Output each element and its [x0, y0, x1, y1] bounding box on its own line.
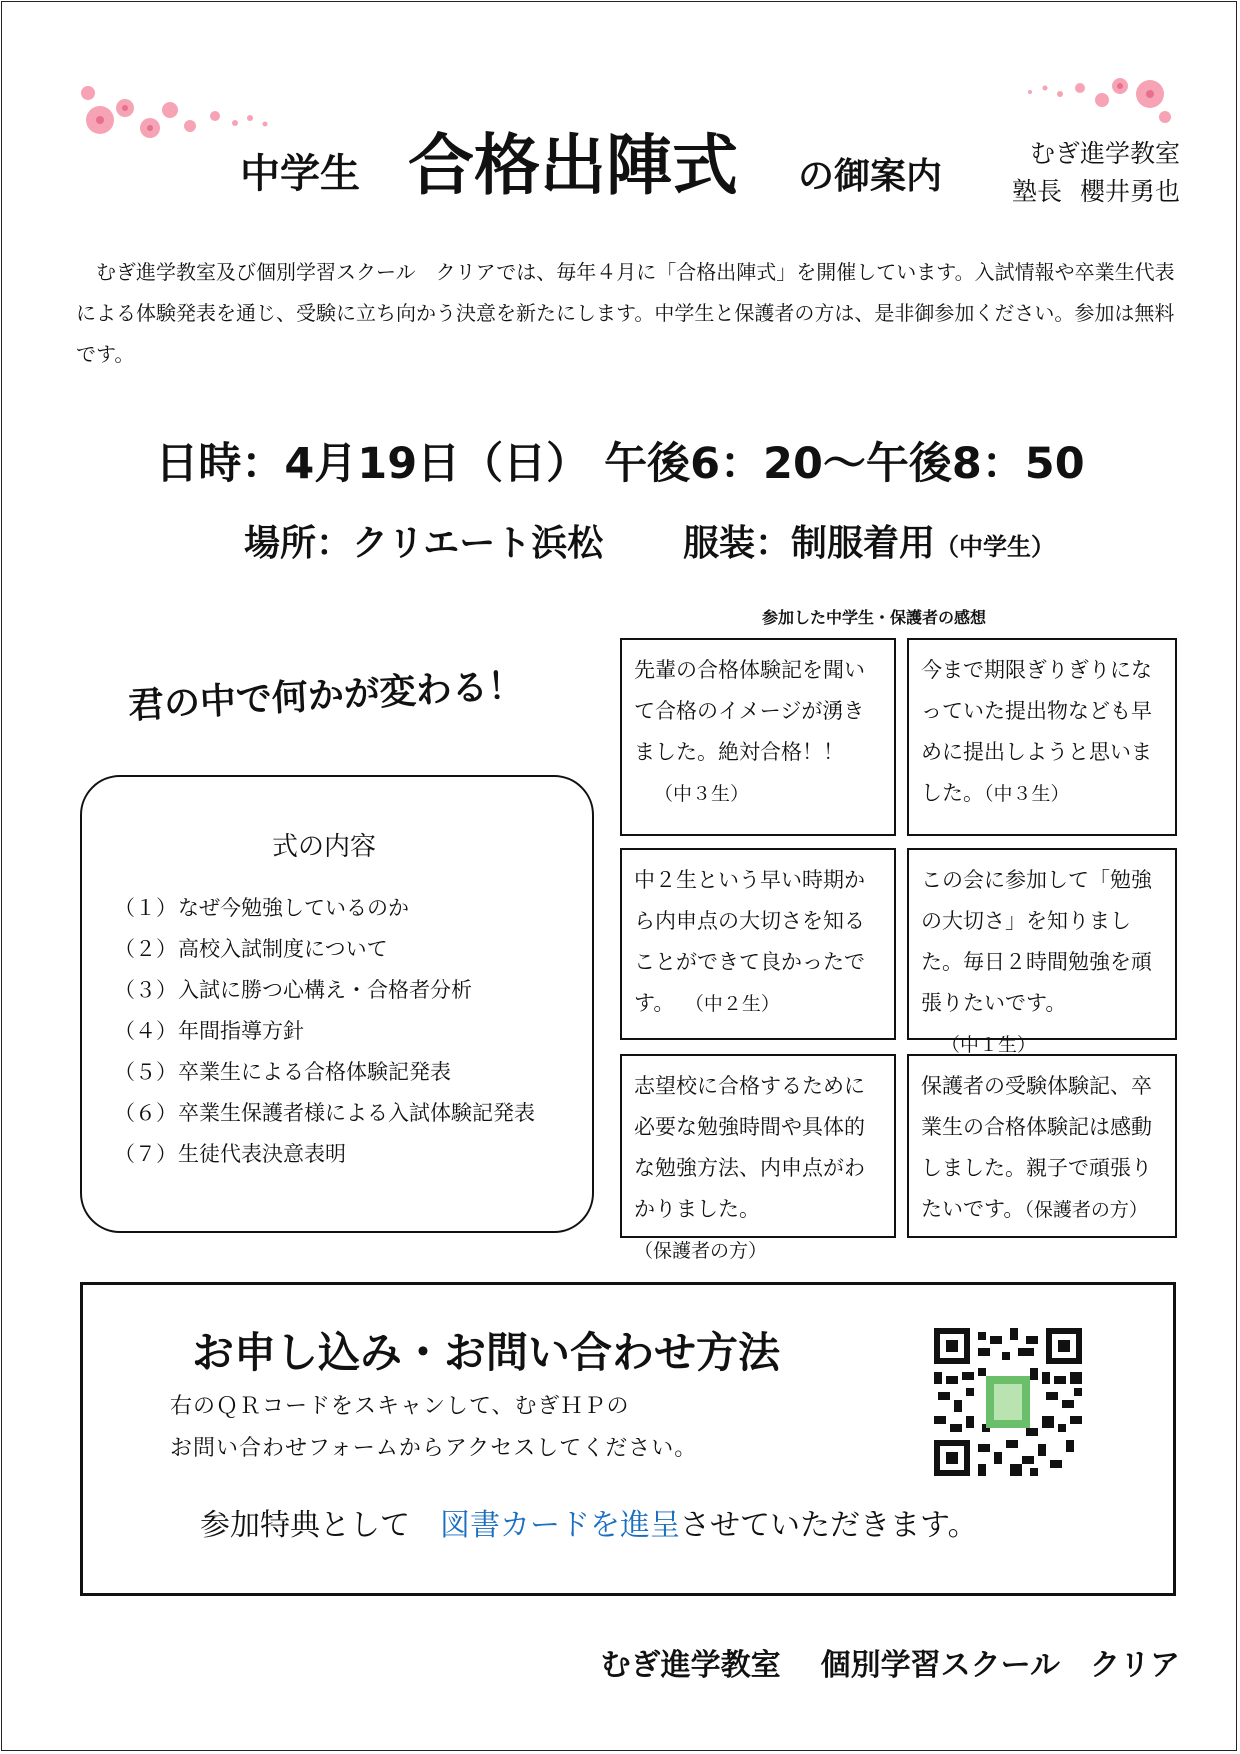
principal — [1012, 173, 1180, 211]
program-title: 式の内容 — [272, 832, 377, 862]
qr-code-icon[interactable] — [934, 1326, 1082, 1478]
principal-role: 塾長 — [1011, 177, 1062, 206]
intro-text: むぎ進学教室及び個別学習スクール クリアでは、毎年４月に「合格出陣式」を開催しています。入試情報や卒業生代表による体験発表を通じ、受験に立ち向かう決意を新たにします。中学生と保護者の方は、是非御参加ください。参加は無料です。 — [76, 260, 1175, 366]
title-suffix: の御案内 — [798, 156, 943, 197]
title-prefix: 中学生 — [240, 151, 360, 197]
list-item: （２）高校入試制度について — [114, 937, 388, 961]
voice-card: 中２生という早い時期から内申点の大切さを知ることができて良かったです。 （中２生） — [620, 848, 896, 1040]
cherry-blossom-icon — [1020, 72, 1180, 132]
footer-organizers — [601, 1640, 1180, 1684]
dress-note: （中学生） — [935, 533, 1056, 561]
event-datetime: 日時：4月19日（日） 午後6：20～午後8：50 — [155, 439, 1085, 489]
list-item: （５）卒業生による合格体験記発表 — [114, 1060, 451, 1084]
voice-card: 先輩の合格体験記を聞いて合格のイメージが湧きました。絶対合格！！（中３生） — [620, 638, 896, 836]
principal-name: 櫻井勇也 — [1079, 177, 1180, 206]
voice-card: 保護者の受験体験記、卒業生の合格体験記は感動しました。親子で頑張りたいです。（保護者の方） — [907, 1054, 1177, 1238]
event-place: 場所：クリエート浜松 — [244, 523, 604, 564]
organizer-block — [1012, 135, 1180, 211]
list-item: （３）入試に勝つ心構え・合格者分析 — [114, 978, 472, 1002]
voice-card: 今まで期限ぎりぎりになっていた提出物なども早めに提出しようと思いました。（中３生） — [907, 638, 1177, 836]
dress-code: 服装：制服着用 — [683, 523, 936, 564]
list-item: （６）卒業生保護者様による入試体験記発表 — [114, 1101, 535, 1125]
voice-card: 志望校に合格するために必要な勉強時間や具体的な勉強方法、内申点がわかりました。（保護者の方） — [620, 1054, 896, 1238]
program-list — [114, 888, 535, 1175]
event-dress — [683, 515, 1055, 566]
voices-heading: 参加した中学生・保護者の感想 — [762, 608, 987, 627]
footer-org-1: むぎ進学教室 — [600, 1648, 781, 1683]
page-title: 合格出陣式 — [408, 127, 738, 204]
application-description: 右のＱＲコードをスキャンして、むぎＨＰの お問い合わせフォームからアクセスしてください。 — [170, 1394, 698, 1461]
footer-org-2: 個別学習スクール クリア — [820, 1648, 1180, 1683]
list-item: （１）なぜ今勉強しているのか — [114, 896, 409, 920]
slogan: 君の中で何かが変わる！ — [127, 665, 525, 727]
list-item: （４）年間指導方針 — [114, 1019, 304, 1043]
application-title: お申し込み・お問い合わせ方法 — [192, 1328, 781, 1377]
gift-note: 参加特典として 図書カードを進呈させていただきます。 — [200, 1508, 978, 1543]
organizer-name: むぎ進学教室 — [1029, 139, 1180, 168]
voice-card: この会に参加して「勉強の大切さ」を知りました。毎日２時間勉強を頑張りたいです。（中１生） — [907, 848, 1177, 1040]
list-item: （７）生徒代表決意表明 — [114, 1142, 346, 1166]
gift-highlight: 図書カードを進呈 — [440, 1508, 680, 1543]
